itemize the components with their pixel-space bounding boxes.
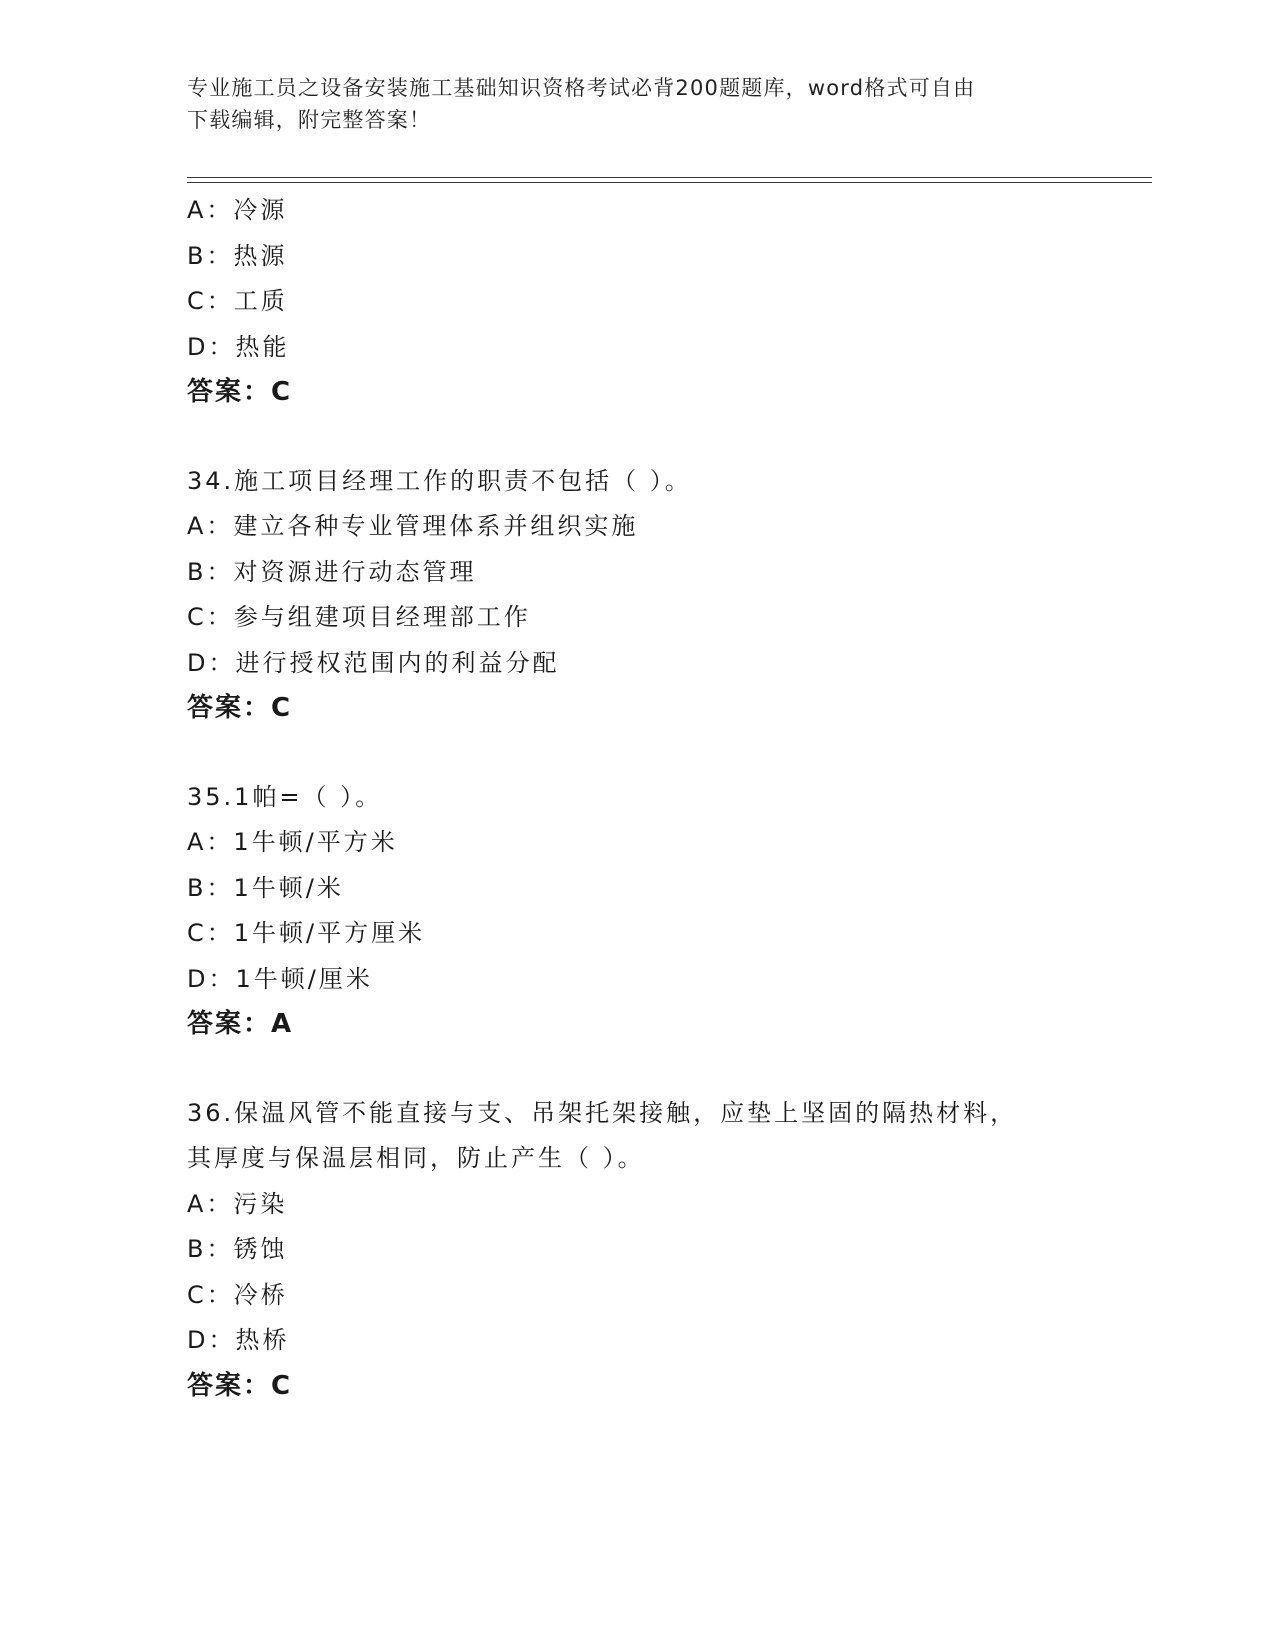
- option-a: A：冷源: [187, 196, 288, 224]
- question-list: [187, 188, 1087, 1409]
- question-text: 34.施工项目经理工作的职责不包括（ ）。: [187, 466, 692, 495]
- option-d: D：进行授权范围内的利益分配: [187, 648, 560, 677]
- document-header: [187, 72, 1067, 136]
- option-a: A：建立各种专业管理体系并组织实施: [187, 512, 639, 540]
- question-33: [187, 188, 1087, 416]
- option-b: B：热源: [187, 241, 288, 270]
- header-divider-bottom: [187, 182, 1152, 183]
- header-line-1: 专业施工员之设备安装施工基础知识资格考试必背200题题库，word格式可自由: [187, 76, 976, 100]
- option-c: C：参与组建项目经理部工作: [187, 603, 531, 631]
- question-35: [187, 775, 1087, 1048]
- option-a: A：1牛顿/平方米: [187, 828, 398, 856]
- question-text: 35.1帕=（ ）。: [187, 782, 383, 811]
- question-36: [187, 1091, 1087, 1410]
- answer: 答案：C: [187, 377, 293, 407]
- option-a: A：污染: [187, 1189, 288, 1218]
- option-d: D：热能: [187, 332, 290, 361]
- option-d: D：1牛顿/厘米: [187, 964, 373, 993]
- option-c: C：1牛顿/平方厘米: [187, 919, 426, 947]
- option-b: B：1牛顿/米: [187, 873, 344, 902]
- option-c: C：工质: [187, 287, 288, 315]
- header-divider-top: [187, 177, 1152, 178]
- option-d: D：热桥: [187, 1326, 290, 1354]
- question-text-line-1: 36.保温风管不能直接与支、吊架托架接触，应垫上坚固的隔热材料，: [187, 1098, 1018, 1127]
- question-34: [187, 459, 1087, 732]
- header-line-2: 下载编辑，附完整答案！: [187, 108, 432, 132]
- answer: 答案：C: [187, 1370, 293, 1401]
- option-b: B：锈蚀: [187, 1235, 288, 1263]
- answer: 答案：C: [187, 693, 293, 723]
- question-text-line-2: 其厚度与保温层相同，防止产生（ ）。: [187, 1144, 645, 1172]
- option-c: C：冷桥: [187, 1280, 288, 1309]
- answer: 答案：A: [187, 1009, 294, 1039]
- option-b: B：对资源进行动态管理: [187, 557, 477, 586]
